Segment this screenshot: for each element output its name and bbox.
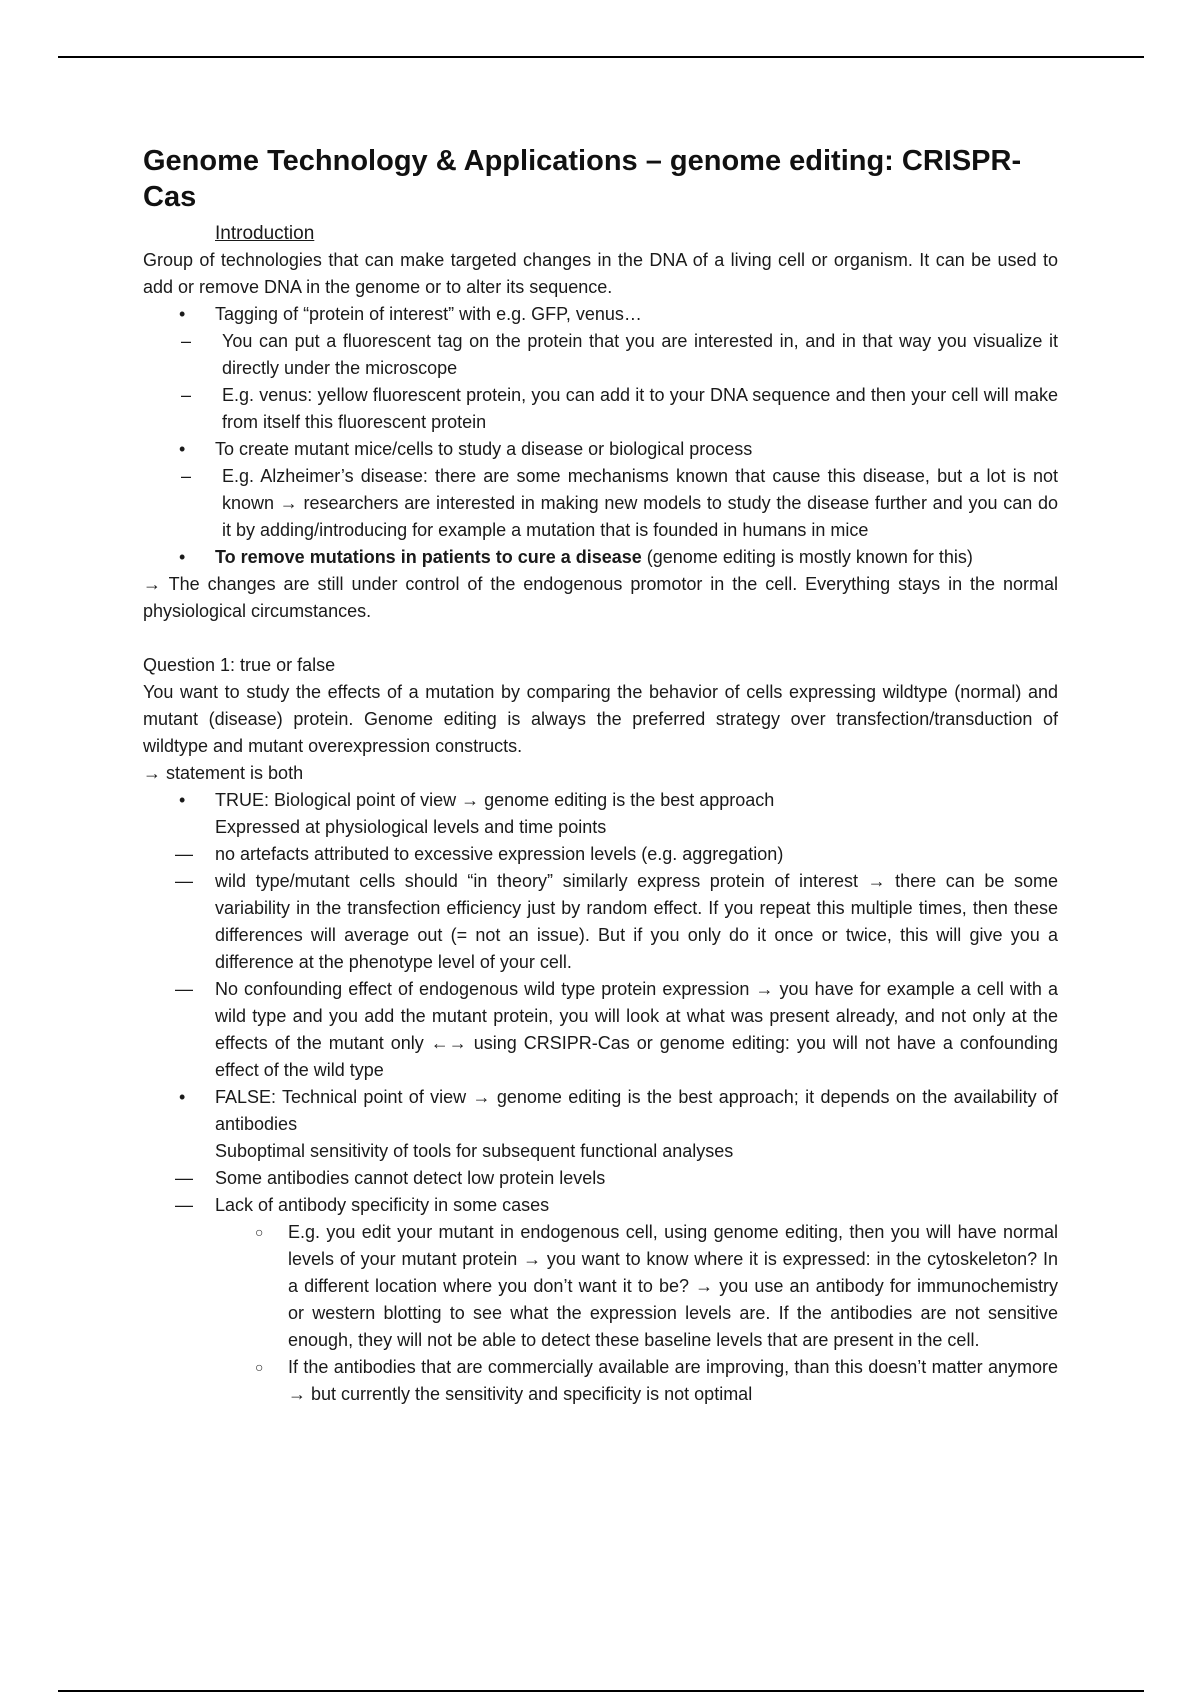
page-title: Genome Technology & Applications – genome editing: CRISPR-Cas xyxy=(143,145,1022,213)
bottom-rule xyxy=(58,1690,1144,1692)
list-item: • TRUE: Biological point of view → genome editing is the best approach Expressed at physiological levels and time points — no artefacts attributed to excessive expression levels (e.g. aggregation) — wild type/mutant cells should “in theory” similarly express protein of interest → there can be some variability in the transfection efficiency just by random effect. If you repeat this multiple times, then these differences will average out (= not an issue). But if you only do it once or twice, this will give you a difference at the phenotype level of your cell. — No confounding effect of endogenous wild type protein expression → you have for example a cell with a wild type and you add the mutant protein, you will look at what was present already, and not only at the effects of the mutant only ←→ using CRSIPR-Cas or genome editing: you will not have a confounding effect of the wild type xyxy=(143,787,1058,1084)
bullet-icon: • xyxy=(179,547,186,567)
list-item: • FALSE: Technical point of view → genome editing is the best approach; it depends on the availability of antibodies Suboptimal sensitivity of tools for subsequent functional analyses — Some antibodies cannot detect low protein levels — Lack of antibody specificity in some cases ○ E.g. you edit your mutant in endogenous cell, using genome editing, then you will have normal levels of your mutant protein → you want to know where it is expressed: in the cytoskeleton? In a different location where you don’t want it to be? → you use an antibody for immunochemistry or western blotting to see what the expression levels are. If the antibodies are not sensitive enough, they will not be able to detect these baseline levels that are present in the cell. ○ If the antibodies that are commercially available are improving, than this doesn’t matter anymore → but currently the sensitivity and specificity is not optimal xyxy=(143,1084,1058,1408)
list-item: — no artefacts attributed to excessive expression levels (e.g. aggregation) xyxy=(143,841,1058,868)
dash-icon: — xyxy=(175,871,193,891)
list-item: — wild type/mutant cells should “in theory” similarly express protein of interest → there can be some variability in the transfection efficiency just by random effect. If you repeat this multiple times, then these differences will average out (= not an issue). But if you only do it once or twice, this will give you a difference at the phenotype level of your cell. xyxy=(143,868,1058,976)
question-text: You want to study the effects of a mutation by comparing the behavior of cells expressing wildtype (normal) and mutant (disease) protein. Genome editing is always the preferred strategy over transfection/transduction of wildtype and mutant overexpression constructs. xyxy=(143,682,1058,756)
dash-icon: – xyxy=(181,331,192,351)
intro-bullet-list xyxy=(143,301,1058,571)
list-item: • Tagging of “protein of interest” with e.g. GFP, venus… – You can put a fluorescent tag on the protein that you are interested in, and in that way you visualize it directly under the microscope – E.g. venus: yellow fluorescent protein, you can add it to your DNA sequence and then your cell will make from itself this fluorescent protein xyxy=(143,301,1058,436)
list-item: — No confounding effect of endogenous wild type protein expression → you have for example a cell with a wild type and you add the mutant protein, you will look at what was present already, and not only at the effects of the mutant only ←→ using CRSIPR-Cas or genome editing: you will not have a confounding effect of the wild type xyxy=(143,976,1058,1084)
bullet-icon: • xyxy=(179,790,186,810)
list-item: – You can put a fluorescent tag on the protein that you are interested in, and in that way you visualize it directly under the microscope xyxy=(143,328,1058,382)
question-heading: Question 1: true or false xyxy=(143,655,336,675)
dash-icon: — xyxy=(175,1195,193,1215)
dash-icon: — xyxy=(175,1168,193,1188)
intro-heading: Introduction xyxy=(215,223,315,244)
list-item: — Lack of antibody specificity in some cases xyxy=(143,1192,1058,1219)
answer-bullet-list xyxy=(143,787,1058,1408)
list-item: – E.g. venus: yellow fluorescent protein, you can add it to your DNA sequence and then your cell will make from itself this fluorescent protein xyxy=(143,382,1058,436)
dash-icon: — xyxy=(175,844,193,864)
circle-bullet-icon: ○ xyxy=(255,1224,264,1240)
dash-icon: – xyxy=(181,466,192,486)
conclusion-text: → The changes are still under control of the endogenous promotor in the cell. Everything stays in the normal physiological circumstances. xyxy=(143,574,1058,621)
intro-text: Group of technologies that can make targeted changes in the DNA of a living cell or organism. It can be used to add or remove DNA in the genome or to alter its sequence. xyxy=(143,250,1058,297)
list-item: ○ E.g. you edit your mutant in endogenous cell, using genome editing, then you will have normal levels of your mutant protein → you want to know where it is expressed: in the cytoskeleton? In a different location where you don’t want it to be? → you use an antibody for immunochemistry or western blotting to see what the expression levels are. If the antibodies are not sensitive enough, they will not be able to detect these baseline levels that are present in the cell. xyxy=(143,1219,1058,1354)
document-page xyxy=(143,143,1058,1408)
top-rule xyxy=(58,56,1144,58)
dash-icon: – xyxy=(181,385,192,405)
circle-bullet-icon: ○ xyxy=(255,1359,264,1375)
list-item: ○ If the antibodies that are commercially available are improving, than this doesn’t matter anymore → but currently the sensitivity and specificity is not optimal xyxy=(143,1354,1058,1408)
question-answer: → statement is both xyxy=(143,763,304,783)
dash-icon: — xyxy=(175,979,193,999)
bullet-icon: • xyxy=(179,304,186,324)
list-item: — Some antibodies cannot detect low protein levels xyxy=(143,1165,1058,1192)
bullet-icon: • xyxy=(179,1087,186,1107)
list-item: • To remove mutations in patients to cure a disease (genome editing is mostly known for this) xyxy=(143,544,1058,571)
list-item: • To create mutant mice/cells to study a disease or biological process – E.g. Alzheimer’s disease: there are some mechanisms known that cause this disease, but a lot is not known → researchers are interested in making new models to study the disease further and you can do it by adding/introducing for example a mutation that is founded in humans in mice xyxy=(143,436,1058,544)
list-item: – E.g. Alzheimer’s disease: there are some mechanisms known that cause this disease, but a lot is not known → researchers are interested in making new models to study the disease further and you can do it by adding/introducing for example a mutation that is founded in humans in mice xyxy=(143,463,1058,544)
bullet-icon: • xyxy=(179,439,186,459)
